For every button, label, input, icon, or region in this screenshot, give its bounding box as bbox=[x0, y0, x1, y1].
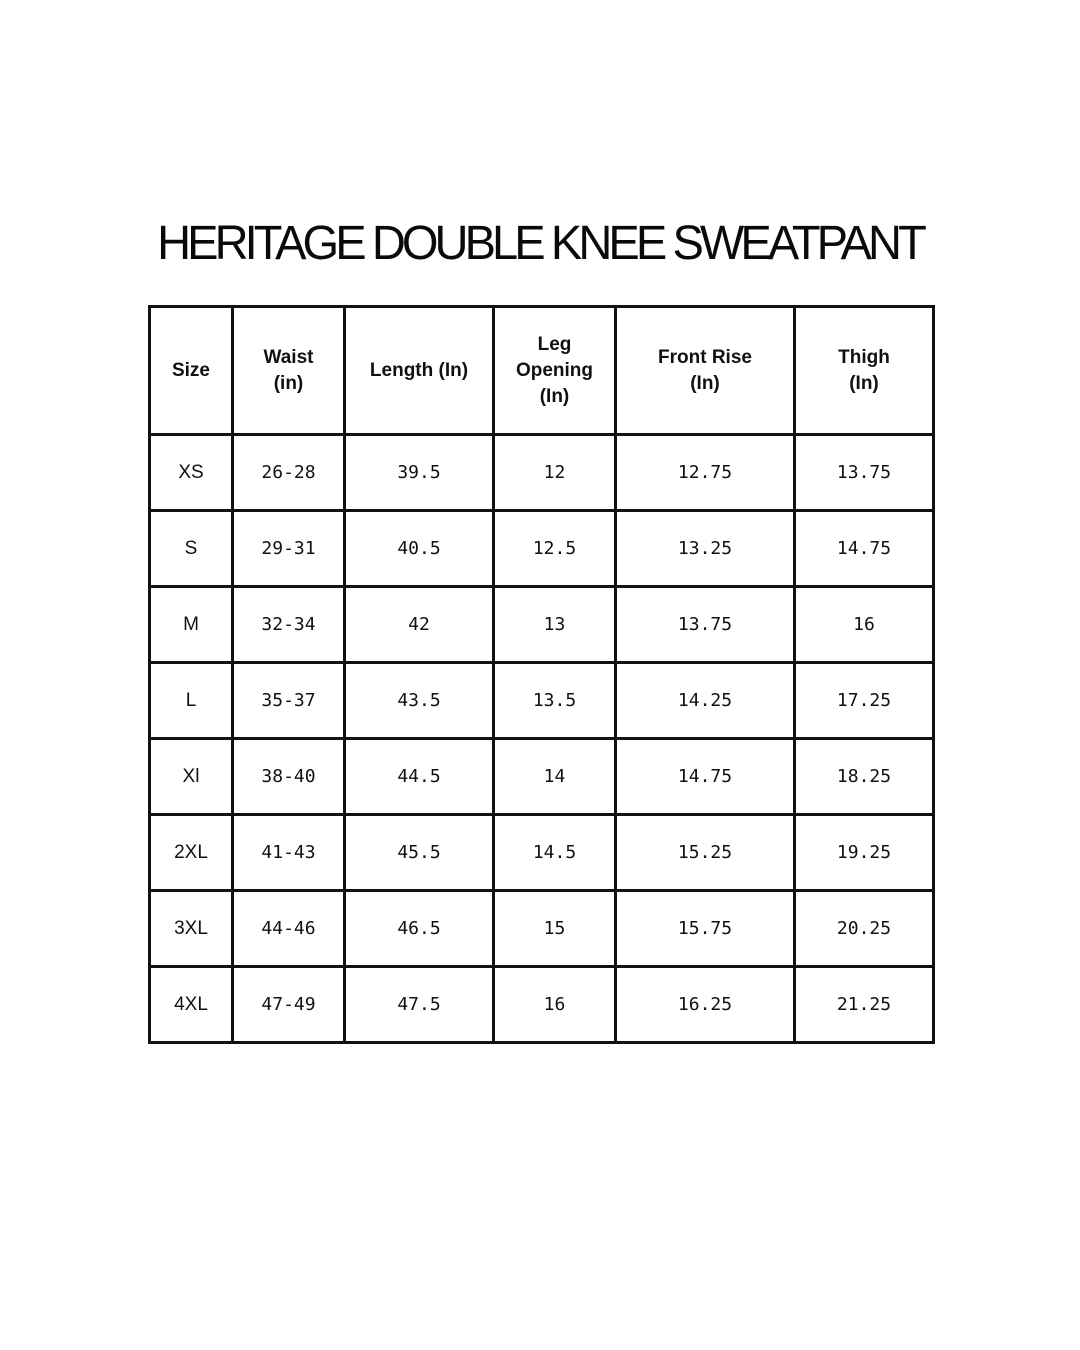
cell-front-rise: 12.75 bbox=[616, 435, 795, 511]
cell-length: 39.5 bbox=[345, 435, 494, 511]
cell-leg-opening: 12 bbox=[494, 435, 616, 511]
header-front-rise: Front Rise (In) bbox=[616, 307, 795, 435]
cell-waist: 41-43 bbox=[233, 815, 345, 891]
cell-thigh: 13.75 bbox=[795, 435, 934, 511]
cell-thigh: 19.25 bbox=[795, 815, 934, 891]
cell-length: 45.5 bbox=[345, 815, 494, 891]
cell-front-rise: 13.75 bbox=[616, 587, 795, 663]
cell-length: 44.5 bbox=[345, 739, 494, 815]
cell-waist: 38-40 bbox=[233, 739, 345, 815]
cell-size: 4XL bbox=[150, 967, 233, 1043]
table-row bbox=[150, 967, 934, 1043]
header-length: Length (In) bbox=[345, 307, 494, 435]
cell-thigh: 17.25 bbox=[795, 663, 934, 739]
cell-thigh: 16 bbox=[795, 587, 934, 663]
cell-size: M bbox=[150, 587, 233, 663]
cell-front-rise: 15.25 bbox=[616, 815, 795, 891]
header-size: Size bbox=[150, 307, 233, 435]
table-row bbox=[150, 511, 934, 587]
header-waist: Waist (in) bbox=[233, 307, 345, 435]
cell-size: 2XL bbox=[150, 815, 233, 891]
cell-size: 3XL bbox=[150, 891, 233, 967]
cell-waist: 32-34 bbox=[233, 587, 345, 663]
cell-size: L bbox=[150, 663, 233, 739]
cell-front-rise: 14.75 bbox=[616, 739, 795, 815]
cell-length: 42 bbox=[345, 587, 494, 663]
cell-thigh: 18.25 bbox=[795, 739, 934, 815]
cell-leg-opening: 15 bbox=[494, 891, 616, 967]
table-row bbox=[150, 663, 934, 739]
header-thigh: Thigh (In) bbox=[795, 307, 934, 435]
cell-leg-opening: 16 bbox=[494, 967, 616, 1043]
table-row bbox=[150, 815, 934, 891]
cell-size: Xl bbox=[150, 739, 233, 815]
cell-front-rise: 14.25 bbox=[616, 663, 795, 739]
cell-length: 43.5 bbox=[345, 663, 494, 739]
cell-waist: 26-28 bbox=[233, 435, 345, 511]
cell-front-rise: 13.25 bbox=[616, 511, 795, 587]
cell-leg-opening: 14.5 bbox=[494, 815, 616, 891]
cell-leg-opening: 13 bbox=[494, 587, 616, 663]
size-chart-table bbox=[148, 305, 935, 1044]
cell-size: XS bbox=[150, 435, 233, 511]
cell-waist: 44-46 bbox=[233, 891, 345, 967]
cell-front-rise: 15.75 bbox=[616, 891, 795, 967]
table-header bbox=[150, 307, 934, 435]
cell-leg-opening: 14 bbox=[494, 739, 616, 815]
cell-thigh: 20.25 bbox=[795, 891, 934, 967]
page-title: HERITAGE DOUBLE KNEE SWEATPANT bbox=[157, 217, 923, 270]
cell-length: 47.5 bbox=[345, 967, 494, 1043]
cell-size: S bbox=[150, 511, 233, 587]
cell-waist: 35-37 bbox=[233, 663, 345, 739]
cell-length: 40.5 bbox=[345, 511, 494, 587]
cell-length: 46.5 bbox=[345, 891, 494, 967]
cell-thigh: 14.75 bbox=[795, 511, 934, 587]
table-row bbox=[150, 739, 934, 815]
table-row bbox=[150, 435, 934, 511]
table-body bbox=[150, 435, 934, 1043]
cell-front-rise: 16.25 bbox=[616, 967, 795, 1043]
table-row bbox=[150, 891, 934, 967]
cell-leg-opening: 13.5 bbox=[494, 663, 616, 739]
table-row bbox=[150, 587, 934, 663]
cell-waist: 29-31 bbox=[233, 511, 345, 587]
cell-waist: 47-49 bbox=[233, 967, 345, 1043]
header-row bbox=[150, 307, 934, 435]
cell-thigh: 21.25 bbox=[795, 967, 934, 1043]
cell-leg-opening: 12.5 bbox=[494, 511, 616, 587]
header-leg-opening: Leg Opening (In) bbox=[494, 307, 616, 435]
